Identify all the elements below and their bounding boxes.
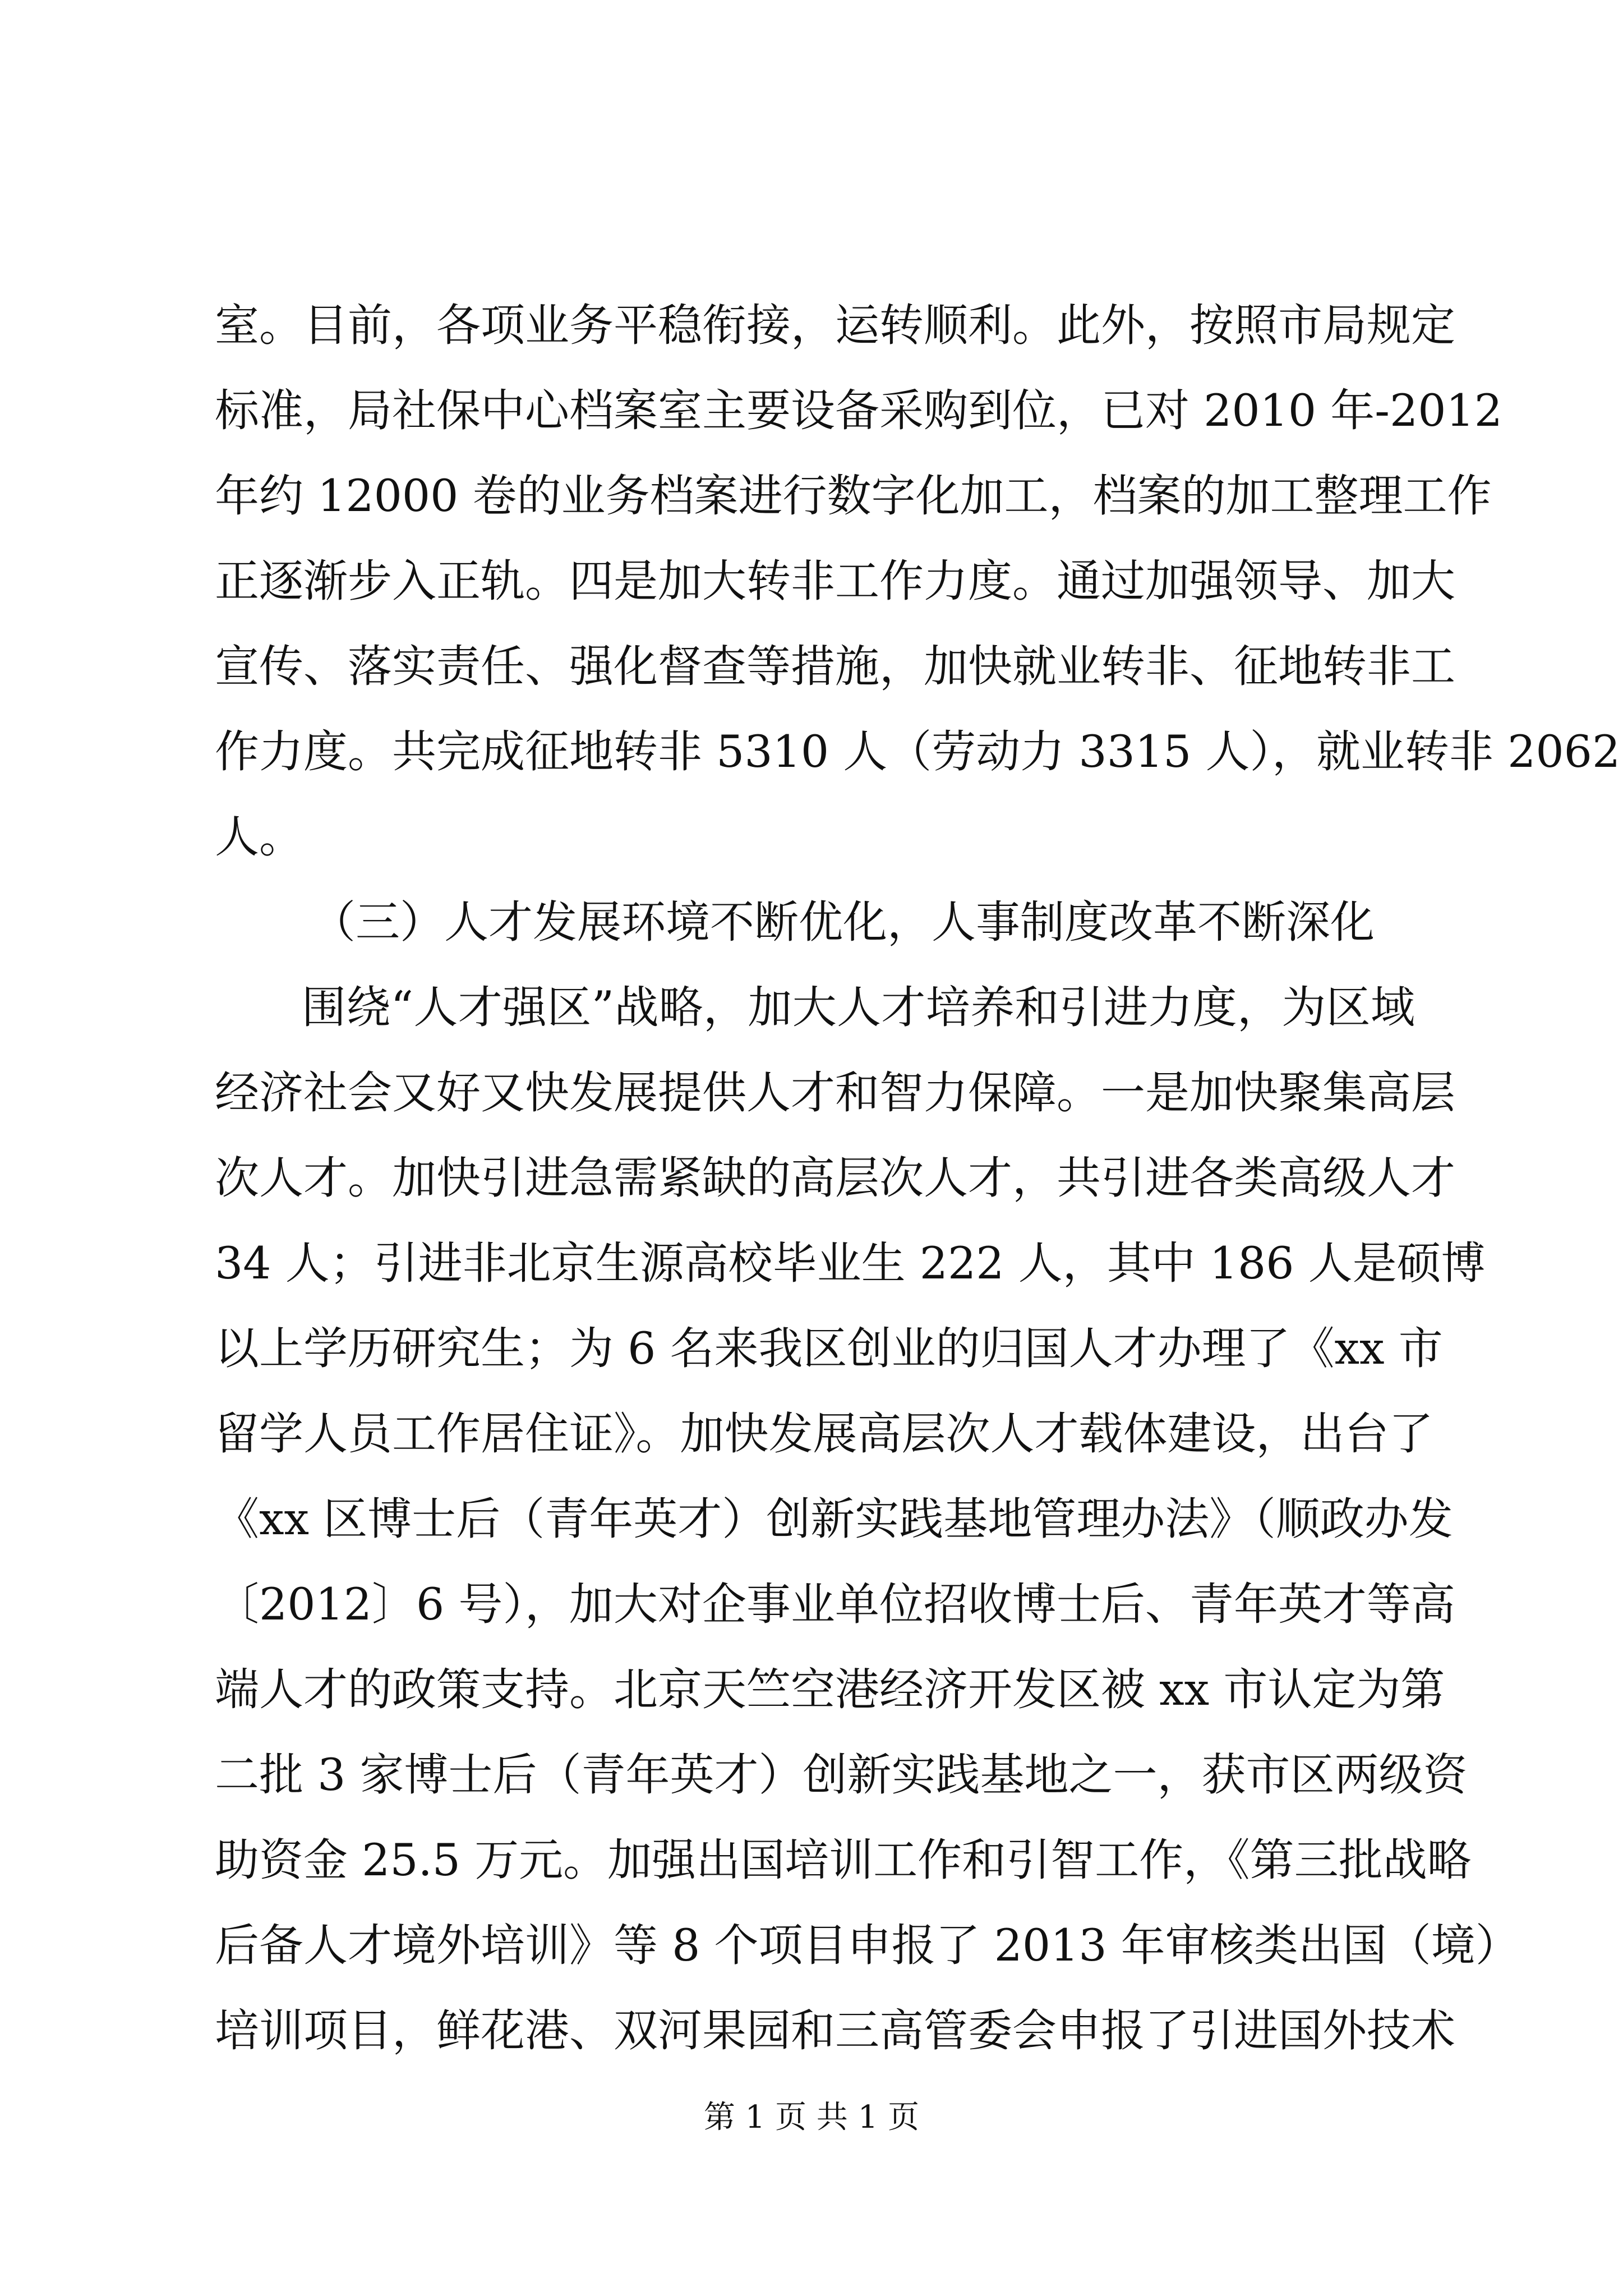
- section-heading: （三）人才发展环境不断优化，人事制度改革不断深化: [311, 896, 1375, 948]
- body-line: 人。: [215, 811, 303, 863]
- body-line: 宣传、落实责任、强化督查等措施，加快就业转非、征地转非工: [215, 641, 1455, 692]
- body-line: 二批 3 家博士后（青年英才）创新实践基地之一，获市区两级资: [215, 1749, 1468, 1801]
- body-line: 〔2012〕6 号），加大对企事业单位招收博士后、青年英才等高: [215, 1579, 1455, 1630]
- body-line: 经济社会又好又快发展提供人才和智力保障。一是加快聚集高层: [215, 1067, 1455, 1119]
- body-line: 年约 12000 卷的业务档案进行数字化加工，档案的加工整理工作: [215, 470, 1492, 522]
- body-line: 培训项目，鲜花港、双河果园和三高管委会申报了引进国外技术: [215, 2005, 1455, 2056]
- body-line: 以上学历研究生；为 6 名来我区创业的归国人才办理了《xx 市: [215, 1323, 1443, 1374]
- body-line: 助资金 25.5 万元。加强出国培训工作和引智工作，《第三批战略: [215, 1834, 1472, 1886]
- body-line: 后备人才境外培训》等 8 个项目申报了 2013 年审核类出国（境）: [215, 1920, 1520, 1971]
- body-line: 作力度。共完成征地转非 5310 人（劳动力 3315 人），就业转非 2062: [215, 726, 1621, 777]
- body-line: 34 人；引进非北京生源高校毕业生 222 人，其中 186 人是硕博: [215, 1237, 1486, 1289]
- body-line: 端人才的政策支持。北京天竺空港经济开发区被 xx 市认定为第: [215, 1664, 1445, 1715]
- body-line: 《xx 区博士后（青年英才）创新实践基地管理办法》（顺政办发: [215, 1493, 1453, 1545]
- body-line: 正逐渐步入正轨。四是加大转非工作力度。通过加强领导、加大: [215, 555, 1455, 607]
- body-line: 留学人员工作居住证》。加快发展高层次人才载体建设，出台了: [215, 1408, 1433, 1460]
- body-line: 围绕“人才强区”战略，加大人才培养和引进力度，为区域: [302, 982, 1415, 1033]
- body-line: 标准，局社保中心档案室主要设备采购到位，已对 2010 年-2012: [215, 385, 1503, 436]
- body-line: 室。目前，各项业务平稳衔接，运转顺利。此外，按照市局规定: [215, 300, 1455, 351]
- body-line: 次人才。加快引进急需紧缺的高层次人才，共引进各类高级人才: [215, 1152, 1455, 1204]
- page-footer: 第 1 页 共 1 页: [703, 2099, 920, 2136]
